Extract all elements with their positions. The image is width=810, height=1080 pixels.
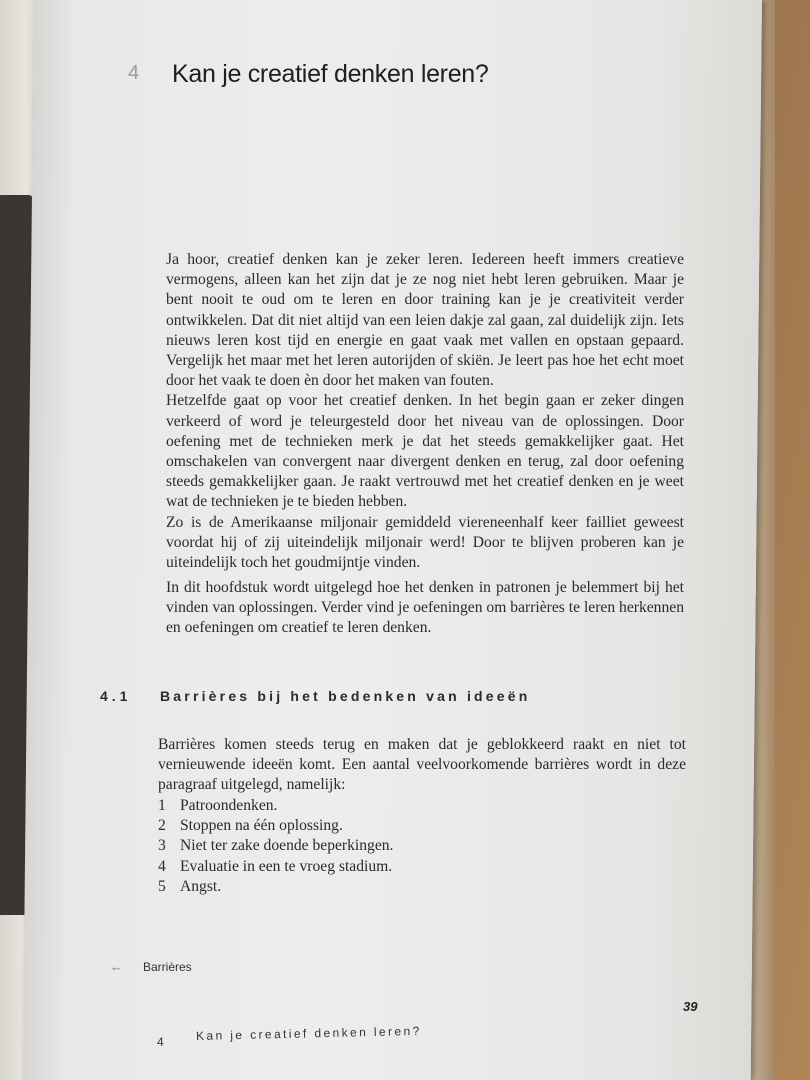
- left-arrow-icon: ←: [110, 959, 123, 974]
- summary-paragraph: In dit hoofdstuk wordt uitgelegd hoe het denken in patronen je belemmert bij het vinden van oplossingen. Verder vind je oefeningen om barrières te leren herkennen en oefeningen om creatief te leren denken.: [166, 579, 684, 637]
- list-item: [158, 816, 686, 836]
- chapter-number: 4: [128, 62, 140, 84]
- section-number: 4.1: [100, 688, 132, 704]
- margin-note: [110, 959, 192, 974]
- list-number: 1: [158, 796, 166, 814]
- chapter-summary: [166, 578, 684, 639]
- page-number: 39: [683, 999, 698, 1014]
- list-text: Angst.: [180, 878, 222, 896]
- barrier-list: [158, 796, 686, 898]
- list-item: [158, 836, 686, 856]
- section-intro: Barrières komen steeds terug en maken dat je geblokkeerd raakt en niet tot vernieuwende ideeën komt. Een aantal veelvoorkomende barrières wordt in deze paragraaf uitgelegd, namelijk:: [158, 736, 686, 794]
- section-title: Barrières bij het bedenken van ideeën: [160, 688, 531, 704]
- intro-text: [166, 250, 684, 573]
- chapter-title: Kan je creatief denken leren?: [172, 60, 489, 88]
- list-number: 4: [158, 857, 166, 875]
- margin-note-label: Barrières: [143, 959, 192, 974]
- running-chapter-title: Kan je creatief denken leren?: [195, 1023, 422, 1043]
- intro-paragraph: Hetzelfde gaat op voor het creatief denken. In het begin gaan er zeker dingen verkeerd of word je teleurgesteld door het niveau van de oplossingen. Door oefening met de technieken merk je dat het steeds gemakkelijker gaat. Het omschakelen van convergent naar divergent denken en terug, zal door oefening steeds gemakkelijker gaan. Je raakt vertrouwd met het creatief denken en je weet wat de technieken je te bieden hebben.: [166, 392, 684, 511]
- list-text: Niet ter zake doende beperkingen.: [180, 837, 394, 855]
- list-text: Evaluatie in een te vroeg stadium.: [180, 857, 393, 875]
- list-item: [158, 796, 686, 816]
- list-text: Patroondenken.: [180, 796, 278, 814]
- list-number: 5: [158, 878, 166, 896]
- intro-paragraph: Ja hoor, creatief denken kan je zeker leren. Iedereen heeft immers creatieve vermogens, alleen kan het zijn dat je ze nog niet hebt leren gebruiken. Maar je bent nooit te oud om te leren en door training kan je je creativiteit verder ontwikkelen. Dat dit niet altijd van een leien dakje zal gaan, zal duidelijk zijn. Iets nieuws leren kost tijd en energie en gaat vaak met vallen en opstaan gepaard. Vergelijk het maar met het leren autorijden of skiën. Je leert pas hoe het echt moet door het vaak te doen èn door het maken van fouten.: [166, 251, 684, 390]
- section-body: [158, 735, 686, 898]
- list-item: [158, 857, 686, 877]
- list-number: 3: [158, 837, 166, 855]
- list-text: Stoppen na één oplossing.: [180, 817, 343, 834]
- intro-paragraph: Zo is de Amerikaanse miljonair gemiddeld viereneenhalf keer failliet geweest voordat hij of zij uiteindelijk miljonair werd! Door te blijven proberen kan je uiteindelijk toch het goudmijntje vinden.: [166, 513, 684, 572]
- running-chapter-number: 4: [157, 1035, 164, 1049]
- list-number: 2: [158, 817, 166, 834]
- list-item: [158, 877, 686, 897]
